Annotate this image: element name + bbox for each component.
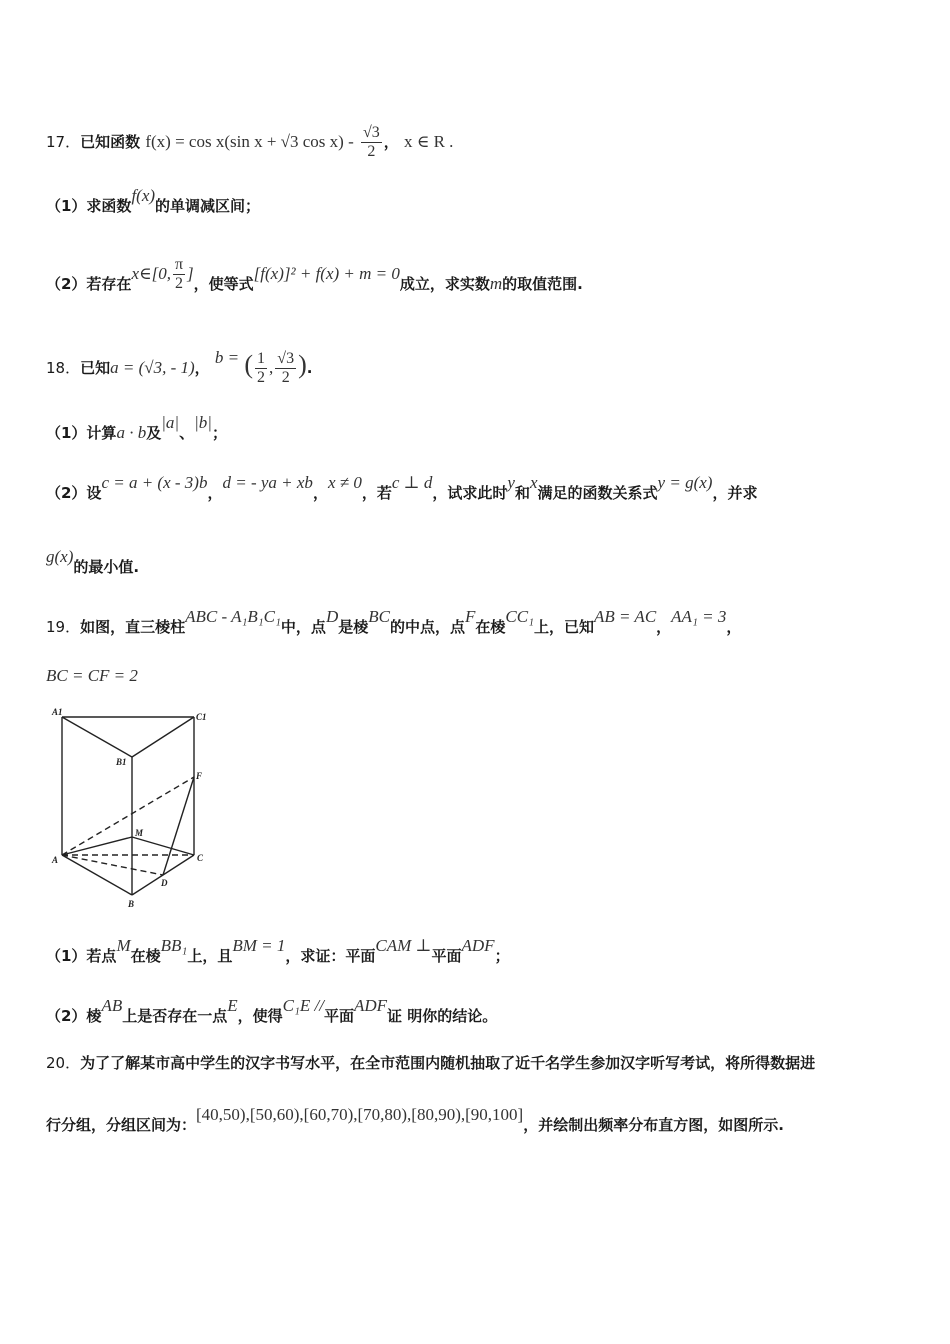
- label-M: M: [135, 828, 144, 838]
- q18-p2-gx: g(x): [46, 547, 74, 566]
- prism-figure: [46, 705, 226, 915]
- q19-eq2: AA₁ = 3: [671, 607, 727, 626]
- q20-line2-lead: 行分组，分组区间为：: [46, 1116, 197, 1134]
- q18-p2-sep1: ，: [207, 484, 223, 502]
- q19-t7: ，: [726, 618, 742, 636]
- q19-t2: 是棱: [338, 618, 369, 636]
- q18-p2-mid2: ，试求此时: [432, 484, 508, 502]
- q17-p2-math3: m: [489, 274, 503, 293]
- q18-number: 18．: [46, 359, 81, 377]
- edge-A-F-dashed: [62, 777, 194, 855]
- q18-p1-tail: ；: [211, 424, 227, 442]
- q19-eq3: BC = CF = 2: [46, 666, 138, 685]
- q18-stem: 18．已知a = (√3, - 1)， b = ( $\frac{1}{2}$ , $\frac{√3}{2}$ ).: [46, 348, 313, 386]
- q18-p2-mid4: 满足的函数关系式: [537, 484, 658, 502]
- q18-p2-sep2: ，: [312, 484, 328, 502]
- q19-p2-t2: ，使得: [237, 1007, 283, 1025]
- q20-line2-tail: ，并绘制出频率分布直方图，如图所示.: [523, 1116, 784, 1134]
- edge-A1-B1: [62, 717, 132, 757]
- q19-CC1: CC₁: [505, 607, 534, 626]
- q18-p2-math2: d = - ya + xb: [222, 473, 313, 492]
- q18-p2-math5: y: [507, 473, 515, 492]
- q19-p2-E: E: [227, 996, 238, 1015]
- q18-p1-math1: a · b: [116, 423, 147, 442]
- q18-paren-right: ): [298, 350, 307, 379]
- edge-M-C: [132, 837, 194, 855]
- q19-p1-tail: ；: [494, 947, 510, 965]
- q18-p2-label: （2）设: [46, 484, 102, 502]
- q19-p2-C1E: C₁E //: [282, 996, 324, 1015]
- q19-prism: ABC - A₁B₁C₁: [185, 607, 281, 626]
- q20-intervals: [40,50),[50,60),[60,70),[70,80),[80,90),[90,100]: [196, 1105, 524, 1124]
- q17-comma: ，: [383, 133, 399, 151]
- q19-D: D: [325, 607, 339, 626]
- q19-F: F: [464, 607, 476, 626]
- q18-p2-math1: c = a + (x - 3)b: [101, 473, 208, 492]
- q17-domain: x ∈ R .: [404, 132, 454, 151]
- q19-t1: 中，点: [280, 618, 326, 636]
- q17-p2-mid: ，使等式: [193, 275, 254, 293]
- q19-t3: 的中点，点: [389, 618, 465, 636]
- q18-p2-math6: x: [529, 473, 538, 492]
- q19-p1-CAM: CAM ⊥: [375, 936, 432, 955]
- q20-line1: 为了了解某市高中学生的汉字书写水平，在全市范围内随机抽取了近千名学生参加汉字听写考试，将所得数据进: [80, 1054, 816, 1072]
- q18-end: .: [306, 359, 313, 377]
- label-A1: A1: [52, 707, 63, 717]
- q19-p2-label: （2）棱: [46, 1007, 102, 1025]
- q18-p2-line2-tail: 的最小值.: [73, 558, 140, 576]
- label-A: A: [52, 855, 59, 865]
- q19-p1-t3: ，求证：平面: [285, 947, 376, 965]
- q19-t6: ，: [656, 618, 672, 636]
- q19-p2-AB: AB: [101, 996, 123, 1015]
- q18-part2: [46, 473, 758, 504]
- label-D: D: [161, 878, 168, 888]
- q17-p1-label: （1）求函数: [46, 197, 132, 215]
- label-B1: B1: [116, 757, 127, 767]
- q18-lead: 已知: [80, 359, 111, 377]
- q19-p1-t2: 上，且: [187, 947, 233, 965]
- q17-part2: [46, 256, 583, 303]
- edge-A-B: [62, 855, 132, 895]
- q19-part1: [46, 936, 510, 967]
- q17-p1-tail: 的单调减区间；: [155, 197, 261, 215]
- q18-p2-math4: c ⊥ d: [391, 473, 433, 492]
- q19-p2-ADF: ADF: [354, 996, 388, 1015]
- label-C1: C1: [196, 712, 207, 722]
- q18-b-frac2: $\frac{√3}{2}$: [277, 350, 295, 386]
- q17-function: f(x) = cos x(sin x + √3 cos x) -: [145, 132, 354, 151]
- q19-BC: BC: [368, 607, 390, 626]
- q18-part1: [46, 413, 227, 444]
- q18-p2-math7: y = g(x): [657, 473, 713, 492]
- q18-p1-mid: 及: [146, 424, 162, 442]
- q18-p2-math3: x ≠ 0: [327, 473, 362, 492]
- q17-p2-mid2: 成立，求实数: [399, 275, 490, 293]
- label-F: F: [196, 771, 203, 781]
- q20-stem: [46, 1052, 815, 1074]
- q19-t4: 在棱: [475, 618, 506, 636]
- q17-fraction: $\frac{√3}{2}$: [362, 124, 380, 160]
- q18-vector-a: a = (√3, - 1): [110, 358, 195, 377]
- q20-stem-line2: [46, 1105, 784, 1136]
- q17-p2-tail: 的取值范围.: [502, 275, 583, 293]
- q18-part2-line2: [46, 547, 140, 578]
- q17-p2-label: （2）若存在: [46, 275, 132, 293]
- q19-number: 19．: [46, 618, 81, 636]
- q19-stem: [46, 607, 742, 638]
- q19-p2-t1: 上是否存在一点: [122, 1007, 228, 1025]
- q18-p2-tail: ，并求: [712, 484, 758, 502]
- q19-p1-t4: 平面: [431, 947, 462, 965]
- q17-p2-math1: x∈[0,: [131, 264, 171, 283]
- q17-p2-math2: [f(x)]² + f(x) + m = 0: [253, 264, 400, 283]
- q18-p1-label: （1）计算: [46, 424, 117, 442]
- edge-A-M: [62, 837, 132, 855]
- q18-paren-left: (: [244, 350, 254, 379]
- q20-number: 20．: [46, 1054, 81, 1072]
- q19-p2-t3: 平面: [323, 1007, 354, 1025]
- q18-p2-mid3: 和: [514, 484, 530, 502]
- q18-vector-b-lhs: b =: [214, 348, 240, 367]
- q19-lead: 如图，直三棱柱: [80, 618, 186, 636]
- q19-p1-M: M: [116, 936, 131, 955]
- q19-eq1: AB = AC: [594, 607, 657, 626]
- edge-B1-C1: [132, 717, 194, 757]
- q19-t5: 上，已知: [533, 618, 594, 636]
- edge-A-D-dashed: [62, 855, 163, 875]
- q18-p1-mid2: 、: [179, 424, 195, 442]
- q19-p2-tail: 证 明你的结论。: [387, 1007, 498, 1025]
- q19-p1-t1: 在棱: [130, 947, 161, 965]
- q18-p2-mid: ，若: [361, 484, 392, 502]
- q17-lead: 已知函数: [80, 133, 141, 151]
- q17-stem: [46, 124, 453, 161]
- q18-p1-math3: |b|: [194, 413, 212, 432]
- q19-p1-ADF: ADF: [461, 936, 495, 955]
- q19-part2: [46, 996, 498, 1027]
- label-C: C: [197, 853, 204, 863]
- q19-stem-line2: [46, 665, 138, 687]
- q19-p1-label: （1）若点: [46, 947, 117, 965]
- q18-p1-math2: |a|: [161, 413, 180, 432]
- q18-sep: ，: [194, 359, 210, 377]
- q17-p1-math: f(x): [131, 186, 156, 205]
- q19-p1-eq: BM = 1: [232, 936, 286, 955]
- q17-number: 17．: [46, 133, 81, 151]
- edge-F-D: [163, 777, 194, 875]
- q17-p2-fraction: $\frac{\pi}{2}$: [174, 256, 184, 292]
- label-B: B: [128, 899, 135, 909]
- q18-b-frac1: $\frac{1}{2}$: [257, 350, 266, 386]
- q17-part1: [46, 186, 261, 217]
- q19-p1-BB1: BB₁: [160, 936, 188, 955]
- q17-p2-bracket: ]: [187, 264, 194, 283]
